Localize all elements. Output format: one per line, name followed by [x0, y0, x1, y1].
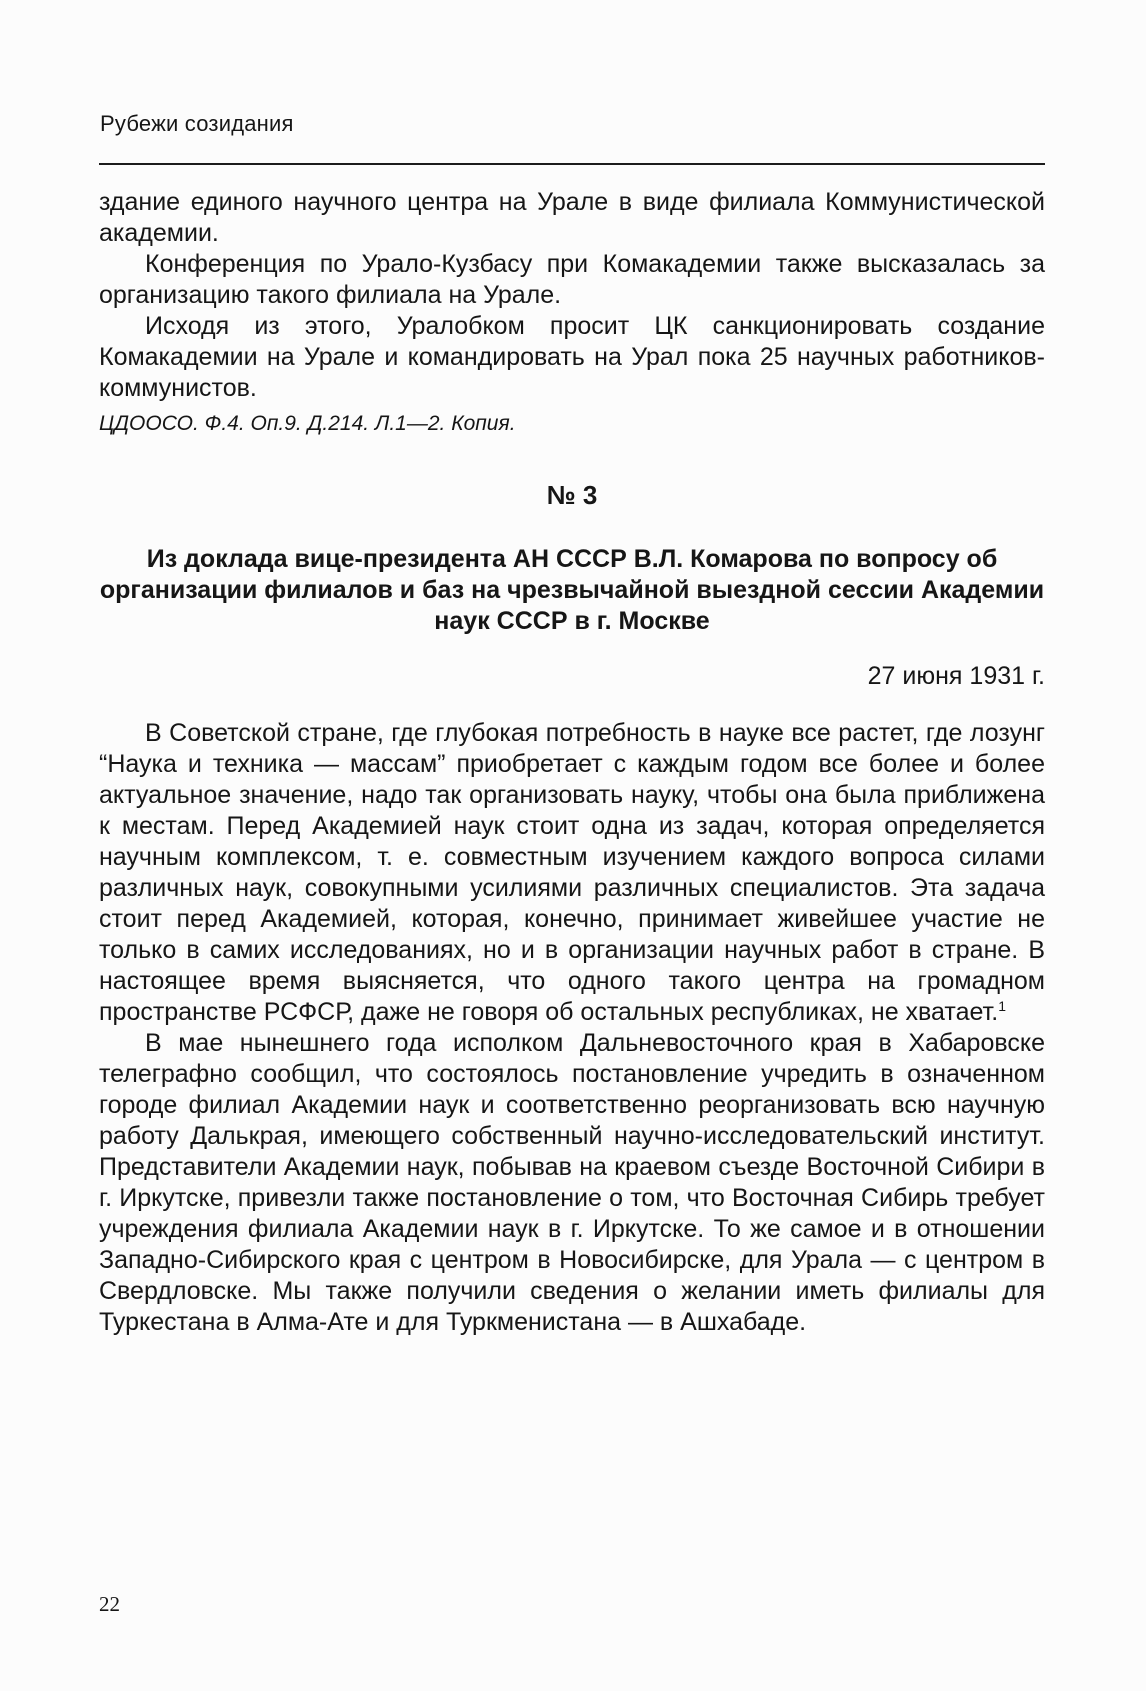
running-header-title: Рубежи созидания — [100, 111, 294, 136]
paragraph-conference: Конференция по Урало-Кузбасу при Комакадемии также высказалась за организацию такого филиала на Урале. — [99, 250, 1045, 309]
paragraph-soviet-science — [99, 718, 1045, 1028]
paragraph-uralobkom-request: Исходя из этого, Уралобком просит ЦК санкционировать создание Комакадемии на Урале и командировать на Урал пока 25 научных работников-коммунистов. — [99, 312, 1045, 402]
footnote-marker: 1 — [998, 998, 1006, 1014]
paragraph-regional-branches: В мае нынешнего года исполком Дальневосточного края в Хабаровске телеграфно сообщил, что состоялось постановление учредить в означенном городе филиал Академии наук и соответственно реорганизовать всю научную работу Далькрая, имеющего собственный научно-исследовательский институт. Представители Академии наук, побывав на краевом съезде Восточной Сибири в г. Иркутске, привезли также постановление о том, что Восточная Сибирь требует учреждения филиала Академии наук в г. Иркутске. То же самое и в отношении Западно-Сибирского края с центром в Новосибирске, для Урала — с центром в Свердловске. Мы также получили сведения о желании иметь филиалы для Туркестана в Алма-Ате и для Туркменистана — в Ашхабаде. — [99, 1029, 1045, 1336]
document-number: № 3 — [546, 480, 598, 510]
paragraph-soviet-science-text: В Советской стране, где глубокая потребность в науке все растет, где лозунг “Наука и техника — массам” приобретает с каждым годом все более и более актуальное значение, надо так организовать науку, чтобы она была приближена к местам. Перед Академией наук стоит одна из задач, которая определяется научным комплексом, т. е. совместным изучением каждого вопроса силами различных наук, совокупными усилиями различных специалистов. Эта задача стоит перед Академией, которая, конечно, принимает живейшее участие не только в самих исследованиях, но и в организации научных работ в стране. В настоящее время выясняется, что одного такого центра на громадном пространстве РСФСР, даже не говоря об остальных республиках, не хватает. — [99, 719, 1045, 1026]
document-date: 27 июня 1931 г. — [867, 662, 1045, 690]
page-body — [99, 187, 1045, 1338]
header-rule — [99, 163, 1045, 165]
archive-reference: ЦДООСО. Ф.4. Оп.9. Д.214. Л.1—2. Копия. — [99, 412, 516, 435]
page-number: 22 — [99, 1592, 120, 1616]
continued-paragraph: здание единого научного центра на Урале в виде филиала Коммунистической академии. — [99, 188, 1045, 247]
document-title: Из доклада вице-президента АН СССР В.Л. Комарова по вопросу об организации филиалов и баз на чрезвычайной выездной сессии Академии наук СССР в г. Москве — [99, 545, 1045, 635]
